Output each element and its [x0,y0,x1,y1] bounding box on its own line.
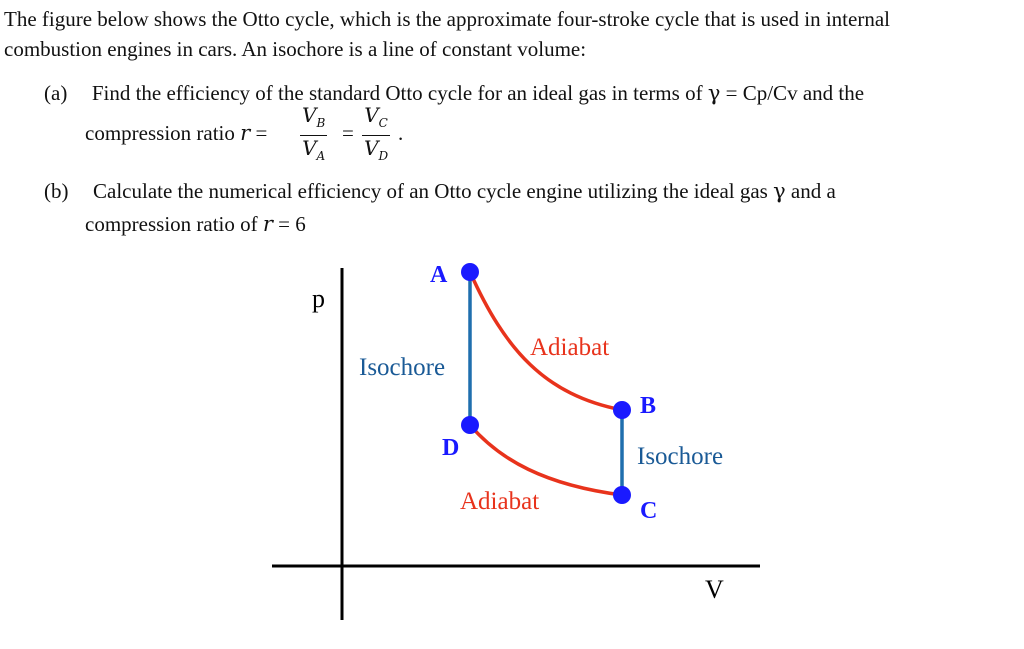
fraction-vb-va: $\frac{V_B}{V_A}$ [302,103,326,163]
p-axis-label: p [312,284,325,313]
gamma-symbol-b: γ [773,179,786,203]
part-b-label: (b) [44,179,69,203]
point-d [461,416,479,434]
isochore-left-label: Isochore [359,354,446,381]
equals-sign: = [725,81,738,105]
r-symbol-b: r [262,212,273,236]
cp-cv-ratio: Cp/Cv [742,81,798,105]
intro-line-2: combustion engines in cars. An isochore is a line of constant volume: [4,37,587,61]
isochore-right-label: Isochore [637,443,724,470]
intro-line-1: The figure below shows the Otto cycle, which is the approximate four-stroke cycle that is used in internal [4,7,890,31]
compression-ratio-of: compression ratio of [85,212,258,236]
adiabat-bottom-label: Adiabat [460,488,540,515]
part-a-and-the: and the [802,81,865,105]
adiabat-bottom-curve [470,425,622,495]
point-a-label: A [430,262,448,288]
point-c [613,486,631,504]
adiabat-top-label: Adiabat [530,334,610,361]
equals-sign-2: = [342,121,354,145]
r-value: = 6 [278,212,306,236]
period: . [398,121,404,145]
gamma-symbol: γ [707,81,721,105]
fraction-vc-vd: $\frac{V_C}{V_D}$ [364,103,389,163]
r-symbol: r [240,121,251,145]
point-c-label: C [640,498,658,524]
point-a [461,263,479,281]
part-a-text: Find the efficiency of the standard Otto cycle for an ideal gas in terms of [91,81,703,105]
part-b-text: Calculate the numerical efficiency of an Otto cycle engine utilizing the ideal gas [93,179,768,203]
point-b [613,401,631,419]
part-b-and-a: and a [790,179,836,203]
v-axis-label: V [705,575,724,604]
point-b-label: B [640,393,657,419]
compression-ratio-text: compression ratio [85,121,235,145]
part-a-line-2: compression ratio r = [85,121,268,145]
point-d-label: D [442,435,460,461]
part-a-label: (a) [44,81,68,105]
